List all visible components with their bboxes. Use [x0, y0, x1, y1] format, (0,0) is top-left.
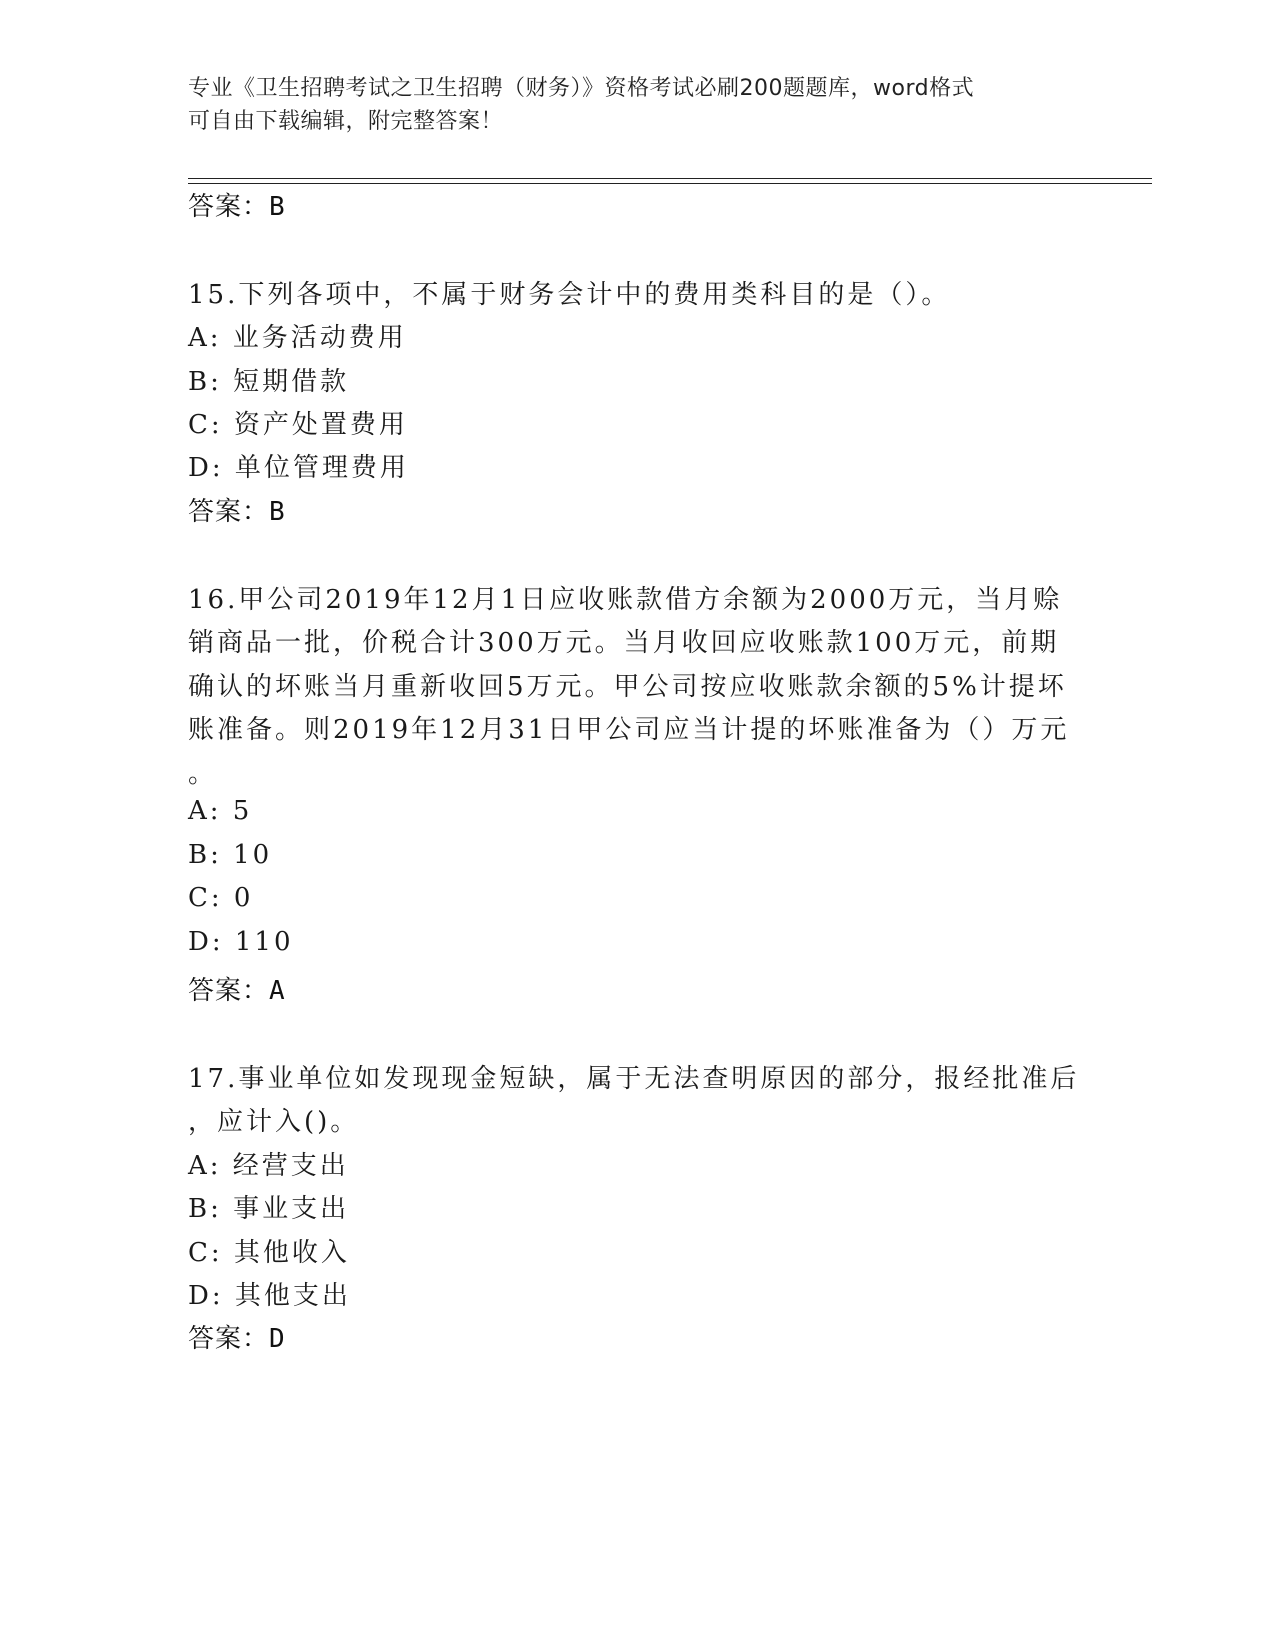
answer-value: D: [269, 1324, 286, 1354]
previous-answer: [188, 186, 286, 223]
header-divider-top: [188, 178, 1152, 179]
option-b: B: 短期借款: [188, 367, 350, 397]
question-text-line-4: 账准备。则2019年12月31日甲公司应当计提的坏账准备为（）万元: [188, 715, 1070, 745]
answer-label: 答案：: [188, 192, 270, 222]
option-d: D: 其他支出: [188, 1281, 351, 1311]
option-d: D: 110: [188, 927, 294, 957]
answer-value: B: [269, 497, 286, 527]
answer-label: 答案：: [188, 497, 270, 527]
question-text-line-3: 确认的坏账当月重新收回5万元。甲公司按应收账款余额的5%计提坏: [188, 672, 1067, 702]
answer-line: [188, 491, 286, 528]
answer-line: [188, 1318, 286, 1355]
header-divider-bottom: [188, 183, 1152, 184]
option-c: C: 其他收入: [188, 1238, 350, 1268]
option-c: C: 资产处置费用: [188, 410, 408, 440]
option-a: A: 经营支出: [188, 1151, 349, 1181]
question-text-line-2: ，应计入()。: [188, 1107, 360, 1137]
answer-label: 答案：: [188, 976, 270, 1006]
answer-value: A: [269, 976, 286, 1006]
header-title-line2: 可自由下载编辑，附完整答案！: [188, 109, 504, 134]
option-c: C: 0: [188, 883, 254, 913]
question-text-line-1: 16.甲公司2019年12月1日应收账款借方余额为2000万元，当月赊: [188, 585, 1063, 615]
question-text-line-2: 销商品一批，价税合计300万元。当月收回应收账款100万元，前期: [188, 628, 1060, 658]
option-b: B: 10: [188, 840, 273, 870]
question-text-line-5: 。: [188, 759, 218, 789]
answer-label: 答案：: [188, 1324, 270, 1354]
option-a: A: 5: [188, 796, 253, 826]
answer-line: [188, 970, 286, 1007]
option-b: B: 事业支出: [188, 1194, 350, 1224]
page-header: [188, 72, 1068, 138]
question-text-line-1: 17.事业单位如发现现金短缺，属于无法查明原因的部分，报经批准后: [188, 1064, 1080, 1094]
header-title-line1: 专业《卫生招聘考试之卫生招聘（财务）》资格考试必刷200题题库，word格式: [188, 76, 975, 101]
answer-value: B: [269, 192, 286, 222]
option-d: D: 单位管理费用: [188, 453, 409, 483]
option-a: A: 业务活动费用: [188, 323, 407, 353]
question-text: 15.下列各项中，不属于财务会计中的费用类科目的是（）。: [188, 280, 951, 310]
